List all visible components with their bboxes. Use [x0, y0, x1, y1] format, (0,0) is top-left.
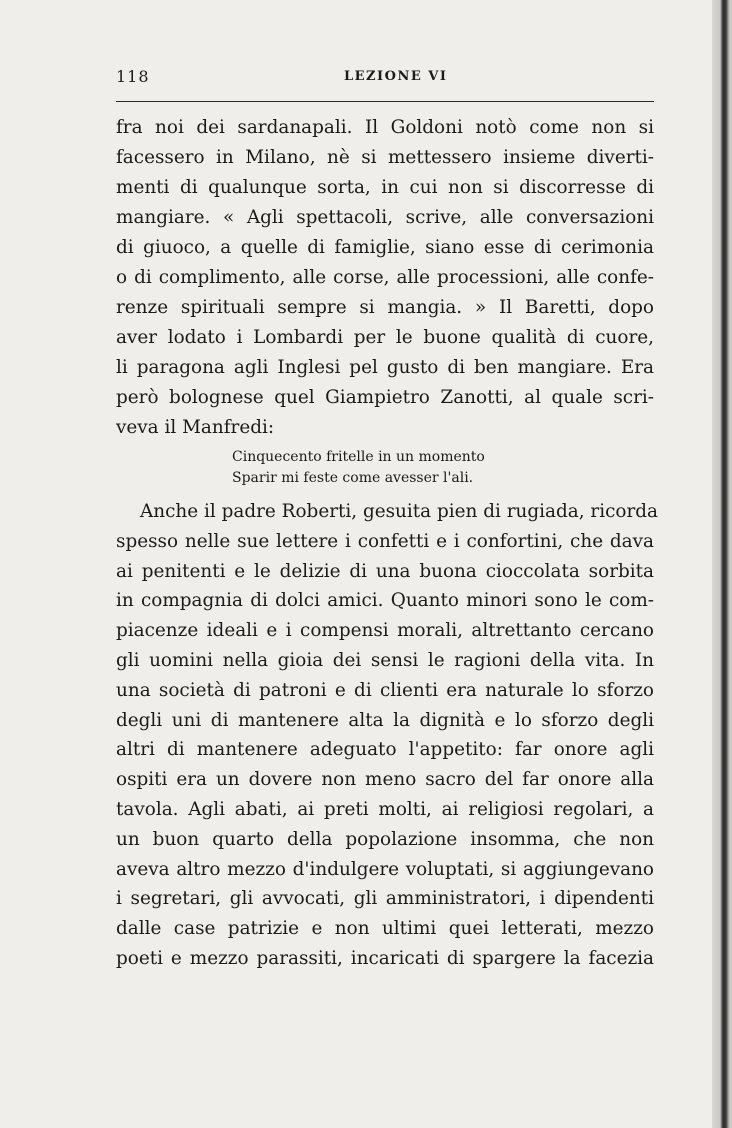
page-edge: [712, 0, 732, 1128]
text-line: o di complimento, alle corse, alle processioni, alle confe-: [116, 267, 654, 288]
header-rule: [116, 101, 654, 102]
text-line: veva il Manfredi:: [116, 417, 275, 438]
verse-quote: [116, 447, 654, 489]
running-head: LEZIONE VI: [344, 69, 448, 84]
verse-line: Cinquecento fritelle in un momento: [232, 449, 485, 465]
text-line: fra noi dei sardanapali. Il Goldoni notò come non si: [116, 117, 654, 138]
text-line: spesso nelle sue lettere i confetti e i confortini, che dava: [116, 530, 654, 552]
text-line: ospiti era un dovere non meno sacro del far onore alla: [116, 769, 654, 791]
text-line: renze spirituali sempre si mangia. » Il Baretti, dopo: [116, 297, 654, 318]
text-line: piacenze ideali e i compensi morali, altrettanto cercano: [116, 620, 654, 642]
page-header: [116, 67, 654, 91]
page-number: 118: [116, 67, 150, 86]
text-line: dalle case patrizie e non ultimi quei letterati, mezzo: [116, 918, 654, 940]
text-line: aveva altro mezzo d'indulgere voluptati, si aggiungevano: [116, 858, 654, 880]
text-line: menti di qualunque sorta, in cui non si discorresse di: [116, 177, 654, 198]
text-line: li paragona agli Inglesi pel gusto di ben mangiare. Era: [116, 357, 654, 378]
text-line: di giuoco, a quelle di famiglie, siano esse di cerimonia: [116, 237, 654, 258]
text-line: altri di mantenere adeguato l'appetito: far onore agli: [116, 739, 654, 761]
text-line: in compagnia di dolci amici. Quanto minori sono le com-: [116, 590, 654, 612]
text-line: mangiare. « Agli spettacoli, scrive, alle conversazioni: [116, 207, 654, 228]
text-line: degli uni di mantenere alta la dignità e lo sforzo degli: [116, 709, 654, 731]
text-line: un buon quarto della popolazione insomma, che non: [116, 828, 654, 850]
text-line: tavola. Agli abati, ai preti molti, ai religiosi regolari, a: [116, 798, 654, 820]
text-line: Anche il padre Roberti, gesuita pien di rugiada, ricorda: [140, 501, 658, 522]
text-line: i segretari, gli avvocati, gli amministratori, i dipendenti: [116, 888, 654, 910]
text-line: gli uomini nella gioia dei sensi le ragioni della vita. In: [116, 649, 654, 671]
text-line: una società di patroni e di clienti era naturale lo sforzo: [116, 679, 654, 701]
text-line: poeti e mezzo parassiti, incaricati di spargere la facezia: [116, 947, 654, 969]
text-line: però bolognese quel Giampietro Zanotti, al quale scri-: [116, 387, 654, 408]
text-block-1: [116, 113, 654, 501]
text-line: aver lodato i Lombardi per le buone qualità di cuore,: [116, 327, 654, 348]
text-block-2: [116, 497, 658, 974]
text-line: facessero in Milano, nè si mettessero insieme diverti-: [116, 147, 654, 168]
verse-line: Sparir mi feste come avesser l'ali.: [232, 470, 474, 486]
text-line: ai penitenti e le delizie di una buona cioccolata sorbita: [116, 560, 654, 582]
